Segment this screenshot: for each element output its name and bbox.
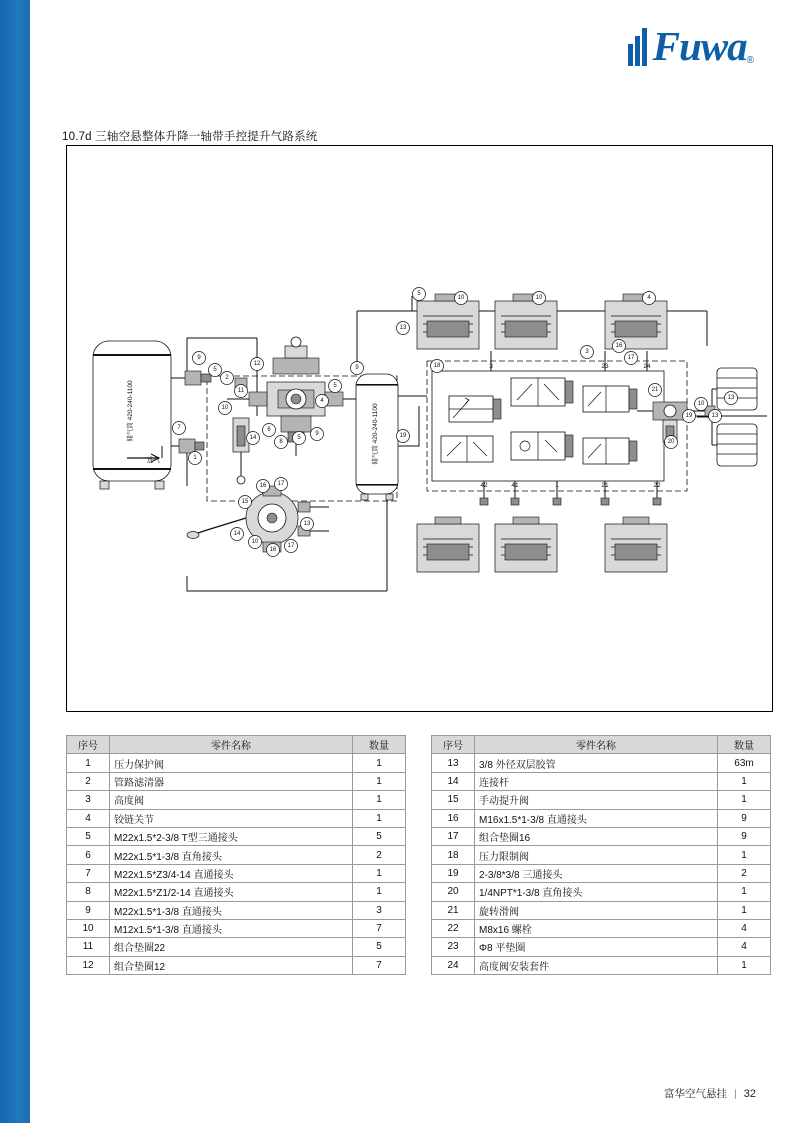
- cell-name: 组合垫圈16: [475, 827, 718, 845]
- cell-no: 6: [67, 846, 110, 864]
- cell-qty: 1: [353, 883, 406, 901]
- cell-qty: 5: [353, 938, 406, 956]
- table-header-row: [432, 736, 771, 754]
- cell-name: Φ8 平垫圈: [475, 938, 718, 956]
- cell-qty: 63m: [718, 754, 771, 772]
- cell-no: 3: [67, 791, 110, 809]
- svg-text:16: 16: [259, 483, 267, 489]
- table-row: [432, 883, 771, 901]
- cell-no: 11: [67, 938, 110, 956]
- air-spring-top-2: [495, 294, 557, 349]
- page-footer: [664, 1086, 756, 1101]
- cell-no: 16: [432, 809, 475, 827]
- svg-text:16: 16: [615, 343, 623, 349]
- cell-name: M22x1.5*2-3/8 T型三通接头: [110, 827, 353, 845]
- cell-name: 1/4NPT*1-3/8 直角接头: [475, 883, 718, 901]
- svg-text:7: 7: [177, 425, 181, 431]
- cell-name: M22x1.5*Z1/2-14 直通接头: [110, 883, 353, 901]
- cell-no: 21: [432, 901, 475, 919]
- table-row: [67, 938, 406, 956]
- cell-no: 14: [432, 772, 475, 790]
- cell-no: 23: [432, 938, 475, 956]
- cell-no: 12: [67, 956, 110, 974]
- table-row: [67, 809, 406, 827]
- svg-text:2: 2: [225, 375, 229, 381]
- cell-qty: 4: [718, 919, 771, 937]
- cell-name: M22x1.5*1-3/8 直通接头: [110, 901, 353, 919]
- logo-wordmark: Fuwa: [652, 23, 747, 69]
- table-row: [432, 772, 771, 790]
- cell-name: 2-3/8*3/8 三通接头: [475, 864, 718, 882]
- air-tank-centre: [356, 374, 398, 500]
- cell-name: 高度阀: [110, 791, 353, 809]
- svg-text:储气筒 420-240-1100: 储气筒 420-240-1100: [372, 403, 379, 465]
- cell-name: 管路滤清器: [110, 772, 353, 790]
- svg-text:10: 10: [221, 405, 229, 411]
- svg-text:21: 21: [651, 387, 659, 393]
- cell-no: 15: [432, 791, 475, 809]
- port-label-22: 22: [653, 482, 661, 489]
- port-label-1: 1: [555, 482, 559, 489]
- table-row: [432, 901, 771, 919]
- cell-name: 组合垫圈22: [110, 938, 353, 956]
- svg-text:10: 10: [251, 539, 259, 545]
- svg-text:11: 11: [237, 388, 245, 394]
- svg-text:18: 18: [433, 363, 441, 369]
- cell-qty: 1: [353, 754, 406, 772]
- table-row: [67, 772, 406, 790]
- cell-qty: 5: [353, 827, 406, 845]
- cell-name: 压力保护阀: [110, 754, 353, 772]
- table-row: [67, 754, 406, 772]
- cell-name: 高度阀安装套件: [475, 956, 718, 974]
- port-label-24: 24: [643, 363, 651, 370]
- port-label-21: 21: [601, 482, 609, 489]
- cell-name: M22x1.5*Z3/4-14 直通接头: [110, 864, 353, 882]
- cell-name: M22x1.5*1-3/8 直角接头: [110, 846, 353, 864]
- diagram-svg: [67, 146, 772, 711]
- cell-no: 20: [432, 883, 475, 901]
- parts-table-left: [66, 735, 406, 975]
- svg-text:17: 17: [277, 481, 285, 487]
- cell-qty: 1: [718, 846, 771, 864]
- svg-text:5: 5: [213, 367, 217, 373]
- cell-name: 手动提升阀: [475, 791, 718, 809]
- svg-text:13: 13: [727, 395, 735, 401]
- table-header-row: [67, 736, 406, 754]
- table-row: [432, 809, 771, 827]
- cell-no: 4: [67, 809, 110, 827]
- header-name: 零件名称: [110, 736, 353, 754]
- cell-name: 压力限制阀: [475, 846, 718, 864]
- air-spring-top-1: [417, 294, 479, 349]
- cell-name: 组合垫圈12: [110, 956, 353, 974]
- cell-qty: 1: [718, 791, 771, 809]
- page-title: 10.7d 三轴空悬整体升降一轴带手控提升气路系统: [62, 131, 318, 143]
- cell-qty: 7: [353, 956, 406, 974]
- svg-text:储气筒 420-240-1100: 储气筒 420-240-1100: [127, 380, 134, 442]
- svg-text:9: 9: [355, 365, 359, 371]
- cell-qty: 9: [718, 809, 771, 827]
- table-row: [432, 791, 771, 809]
- inlet-label: 进气: [147, 457, 160, 464]
- svg-text:19: 19: [399, 433, 407, 439]
- control-valve-block: [432, 363, 678, 489]
- cell-no: 9: [67, 901, 110, 919]
- cell-no: 8: [67, 883, 110, 901]
- header-qty: 数量: [353, 736, 406, 754]
- table-row: [432, 846, 771, 864]
- cell-name: 3/8 外径双层胶管: [475, 754, 718, 772]
- cell-qty: 9: [718, 827, 771, 845]
- air-spring-top-3: [605, 294, 667, 349]
- cell-name: M16x1.5*1-3/8 直通接头: [475, 809, 718, 827]
- svg-text:14: 14: [233, 531, 241, 537]
- table-row: [432, 864, 771, 882]
- cell-no: 10: [67, 919, 110, 937]
- svg-text:10: 10: [457, 295, 465, 301]
- cell-qty: 1: [353, 864, 406, 882]
- svg-text:1: 1: [193, 455, 197, 461]
- cell-qty: 1: [353, 772, 406, 790]
- cell-no: 19: [432, 864, 475, 882]
- cell-name: M8x16 螺栓: [475, 919, 718, 937]
- table-row: [67, 901, 406, 919]
- cell-qty: 1: [353, 809, 406, 827]
- cell-no: 7: [67, 864, 110, 882]
- svg-text:10: 10: [697, 401, 705, 407]
- port-label-3: 3: [489, 363, 493, 370]
- footer-company: 富华空气悬挂: [664, 1088, 728, 1100]
- svg-text:9: 9: [197, 355, 201, 361]
- svg-text:8: 8: [279, 439, 283, 445]
- cell-no: 2: [67, 772, 110, 790]
- pneumatic-circuit-diagram: [66, 145, 773, 712]
- svg-text:13: 13: [711, 413, 719, 419]
- cell-no: 5: [67, 827, 110, 845]
- page-header: [30, 0, 794, 100]
- svg-text:5: 5: [333, 383, 337, 389]
- cell-qty: 4: [718, 938, 771, 956]
- cell-qty: 3: [353, 901, 406, 919]
- svg-text:9: 9: [315, 431, 319, 437]
- svg-text:5: 5: [417, 291, 421, 297]
- header-name: 零件名称: [475, 736, 718, 754]
- registered-mark: ®: [746, 55, 754, 66]
- svg-text:19: 19: [685, 413, 693, 419]
- table-row: [67, 864, 406, 882]
- cell-no: 24: [432, 956, 475, 974]
- svg-text:4: 4: [320, 398, 324, 404]
- table-row: [67, 956, 406, 974]
- svg-text:12: 12: [253, 361, 261, 367]
- svg-text:10: 10: [535, 295, 543, 301]
- table-row: [67, 919, 406, 937]
- table-row: [67, 791, 406, 809]
- air-spring-bottom-3: [605, 517, 667, 572]
- svg-text:3: 3: [585, 349, 589, 355]
- header-no: 序号: [67, 736, 110, 754]
- port-label-42: 42: [480, 482, 488, 489]
- cell-name: 旋转滑阀: [475, 901, 718, 919]
- port-label-41: 41: [511, 482, 519, 489]
- air-tank-left: [93, 341, 189, 489]
- cell-qty: 1: [718, 901, 771, 919]
- table-row: [432, 956, 771, 974]
- logo-bars-icon: [628, 28, 648, 66]
- cell-no: 13: [432, 754, 475, 772]
- svg-text:13: 13: [399, 325, 407, 331]
- svg-text:6: 6: [267, 427, 271, 433]
- cell-no: 18: [432, 846, 475, 864]
- cell-qty: 1: [718, 772, 771, 790]
- left-bar-gradient: [0, 0, 30, 1123]
- air-spring-bottom-1: [417, 517, 479, 572]
- table-row: [67, 883, 406, 901]
- table-row: [67, 827, 406, 845]
- fuwa-logo: [628, 23, 754, 69]
- cell-qty: 2: [353, 846, 406, 864]
- table-row: [432, 938, 771, 956]
- cell-name: 铰链关节: [110, 809, 353, 827]
- cell-no: 1: [67, 754, 110, 772]
- air-spring-right-pair: [697, 368, 757, 466]
- svg-text:13: 13: [303, 521, 311, 527]
- table-row: [67, 846, 406, 864]
- svg-text:20: 20: [667, 439, 675, 445]
- cell-no: 22: [432, 919, 475, 937]
- svg-text:5: 5: [297, 435, 301, 441]
- page-number: 32: [743, 1087, 756, 1100]
- header-qty: 数量: [718, 736, 771, 754]
- svg-text:15: 15: [241, 499, 249, 505]
- left-decorative-bar: [0, 0, 30, 1123]
- cell-name: M12x1.5*1-3/8 直通接头: [110, 919, 353, 937]
- header-no: 序号: [432, 736, 475, 754]
- svg-text:4: 4: [647, 295, 651, 301]
- cell-qty: 7: [353, 919, 406, 937]
- cell-qty: 2: [718, 864, 771, 882]
- parts-tables: [66, 735, 771, 975]
- svg-text:14: 14: [249, 435, 257, 441]
- table-row: [432, 919, 771, 937]
- parts-table-right: [431, 735, 771, 975]
- cell-qty: 1: [718, 883, 771, 901]
- footer-separator: |: [734, 1087, 737, 1100]
- cell-qty: 1: [353, 791, 406, 809]
- cell-no: 17: [432, 827, 475, 845]
- svg-text:17: 17: [627, 355, 635, 361]
- svg-text:16: 16: [269, 547, 277, 553]
- air-spring-bottom-2: [495, 517, 557, 572]
- table-row: [432, 754, 771, 772]
- svg-text:17: 17: [287, 543, 295, 549]
- table-row: [432, 827, 771, 845]
- cell-qty: 1: [718, 956, 771, 974]
- port-label-23: 23: [601, 363, 609, 370]
- cell-name: 连接杆: [475, 772, 718, 790]
